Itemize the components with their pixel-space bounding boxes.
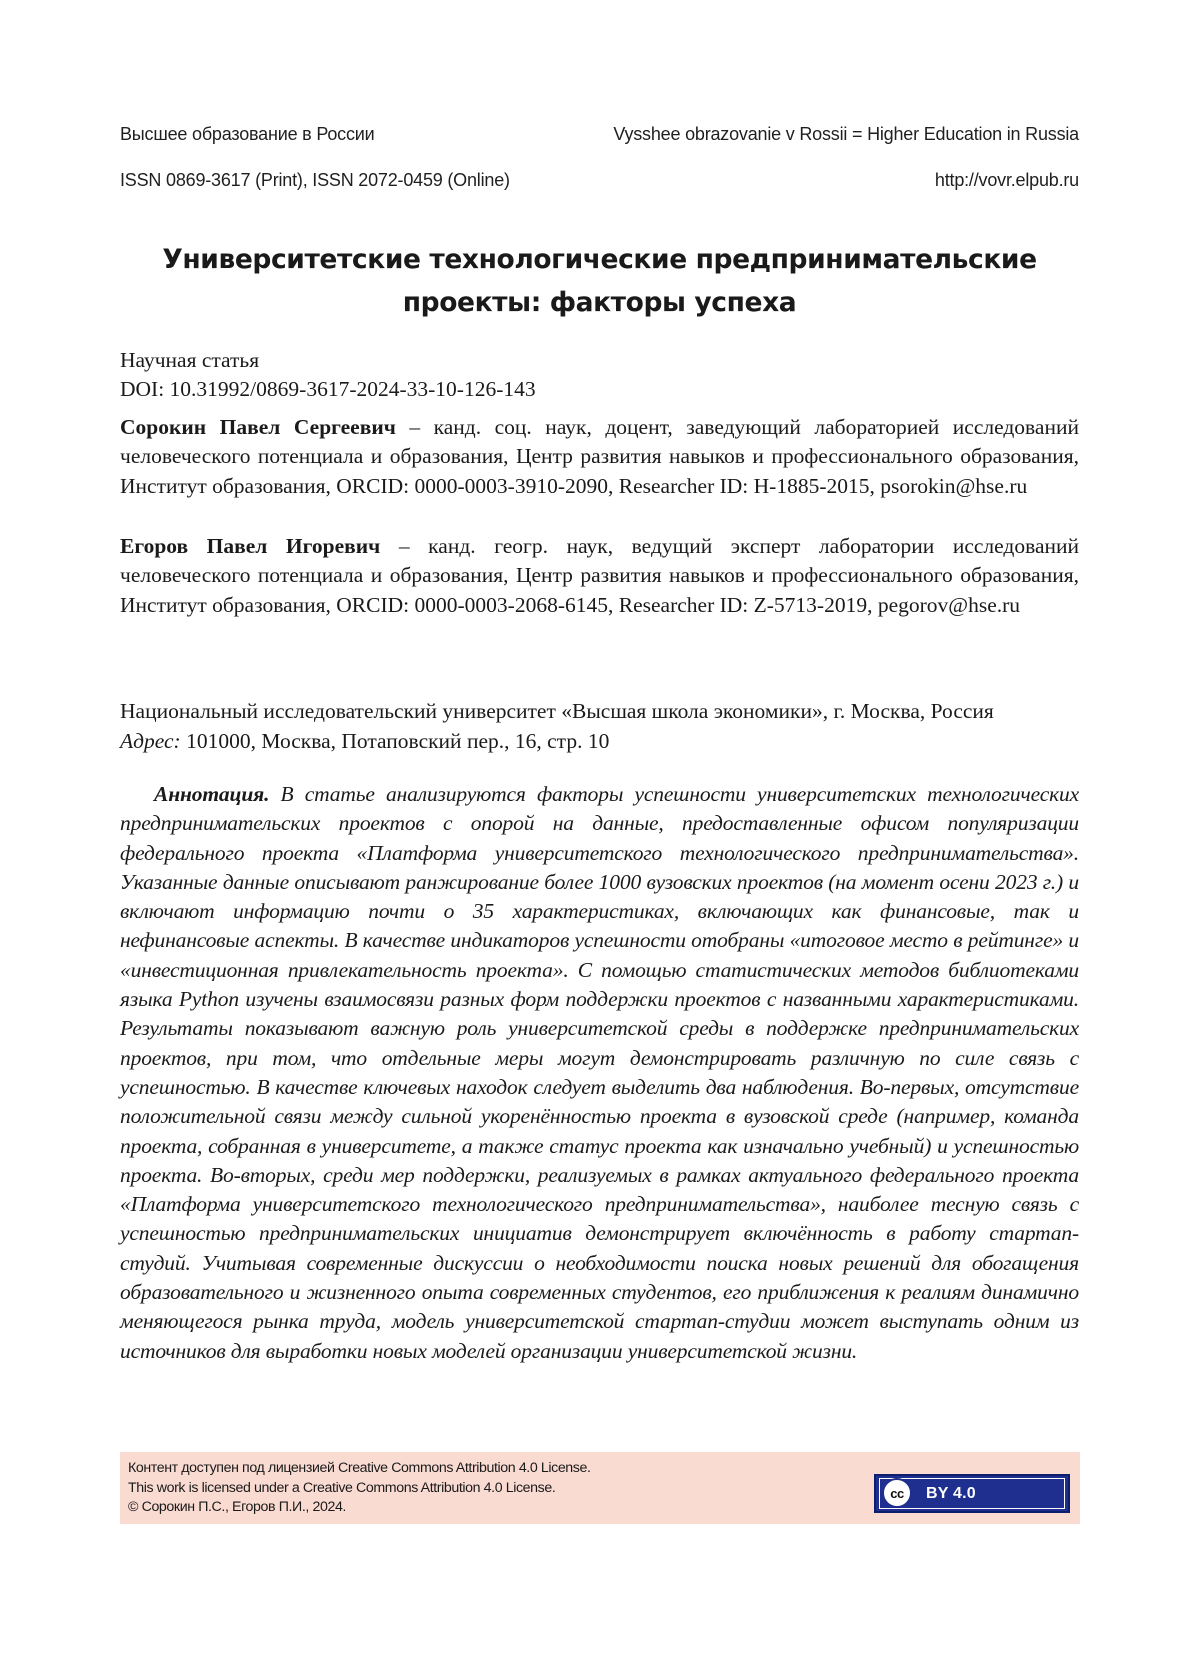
address-label: Адрес: <box>120 729 181 753</box>
cc-badge-inner <box>879 1478 1065 1509</box>
article-doi[interactable]: DOI: 10.31992/0869-3617-2024-33-10-126-143 <box>120 377 536 401</box>
institution: Национальный исследовательский университет «Высшая школа экономики», г. Москва, Россия <box>120 699 994 723</box>
issn: ISSN 0869-3617 (Print), ISSN 2072-0459 (Online) <box>120 170 510 190</box>
cc-icon: cc <box>882 1478 912 1508</box>
abstract <box>120 780 1079 1366</box>
license-line-ru: Контент доступен под лицензией Creative Commons Attribution 4.0 License. <box>128 1460 591 1476</box>
author-name: Сорокин Павел Сергеевич <box>120 415 396 439</box>
author-name: Егоров Павел Игоревич <box>120 534 381 558</box>
affiliation <box>120 696 994 756</box>
address-line <box>120 726 994 756</box>
copyright: © Сорокин П.С., Егоров П.И., 2024. <box>128 1499 346 1515</box>
journal-title-ru: Высшее образование в России <box>120 124 375 144</box>
abstract-label: Аннотация. <box>154 782 270 806</box>
journal-title-en: Vysshee obrazovanie v Rossii = Higher Education in Russia <box>613 124 1079 144</box>
article-type: Научная статья <box>120 348 260 372</box>
author-dash: – <box>409 415 421 439</box>
journal-url[interactable]: http://vovr.elpub.ru <box>934 170 1079 190</box>
title-line-2: проекты: факторы успеха <box>402 287 797 318</box>
author-block <box>120 413 1079 501</box>
author-dash: – <box>398 534 410 558</box>
author-details: канд. геогр. наук, ведущий эксперт лаборатории исследований человеческого потенциала и образования, Центр развития навыков и профессионального образования, Институт образования, ORCID: 0000-0003-2068-6145, Researcher ID: Z-5713-2019, pegorov@hse.ru <box>120 534 1080 617</box>
license-box <box>120 1452 1080 1524</box>
address: 101000, Москва, Потаповский пер., 16, стр. 10 <box>186 729 610 753</box>
author-block <box>120 532 1079 620</box>
article-meta <box>120 346 536 404</box>
abstract-text: В статье анализируются факторы успешности университетских технологических предпринимательских проектов с опорой на данные, предоставленные офисом популяризации федерального проекта «Платформа университетского технологического предпринимательства». Указанные данные описывают ранжирование более 1000 вузовских проектов (на момент осени 2023 г.) и включают информацию почти о 35 характеристиках, включающих как финансовые, так и нефинансовые аспекты. В качестве индикаторов успешности отобраны «итоговое место в рейтинге» и «инвестиционная привлекательность проекта». С помощью статистических методов библиотеками языка Python изучены взаимосвязи разных форм поддержки проектов с названными характеристиками. Результаты показывают важную роль университетской среды в поддержке предпринимательских проектов, при том, что отдельные меры могут демонстрировать различную по силе связь с успешностью. В качестве ключевых находок следует выделить два наблюдения. Во-первых, отсутствие положительной связи между сильной укоренённостью проекта в вузовской среде (например, команда проекта, собранная в университете, а также статус проекта как изначально учебный) и успешностью проекта. Во-вторых, среди мер поддержки, реализуемых в рамках актуального федерального проекта «Платформа университетского технологического предпринимательства», наиболее тесную связь с успешностью предпринимательских инициатив демонстрирует включённость в работу стартап-студий. Учитывая современные дискуссии о необходимости поиска новых решений для обогащения образовательного и жизненного опыта современных студентов, его приближения к реалиям динамично меняющегося рынка труда, модель университетской стартап-студии может выступать одним из источников для выработки новых моделей организации университетской жизни. <box>120 782 1079 1363</box>
license-line-en: This work is licensed under a Creative Commons Attribution 4.0 License. <box>128 1479 556 1496</box>
cc-badge-label: BY 4.0 <box>926 1484 976 1502</box>
license-text <box>128 1459 591 1518</box>
article-title <box>120 238 1079 324</box>
author-details: канд. соц. наук, доцент, заведующий лабораторией исследований человеческого потенциала и образования, Центр развития навыков и профессионального образования, Институт образования, ORCID: 0000-0003-3910-2090, Researcher ID: H-1885-2015, psorokin@hse.ru <box>120 415 1079 498</box>
title-line-1: Университетские технологические предпринимательские <box>162 244 1037 275</box>
cc-by-badge[interactable] <box>874 1474 1070 1513</box>
